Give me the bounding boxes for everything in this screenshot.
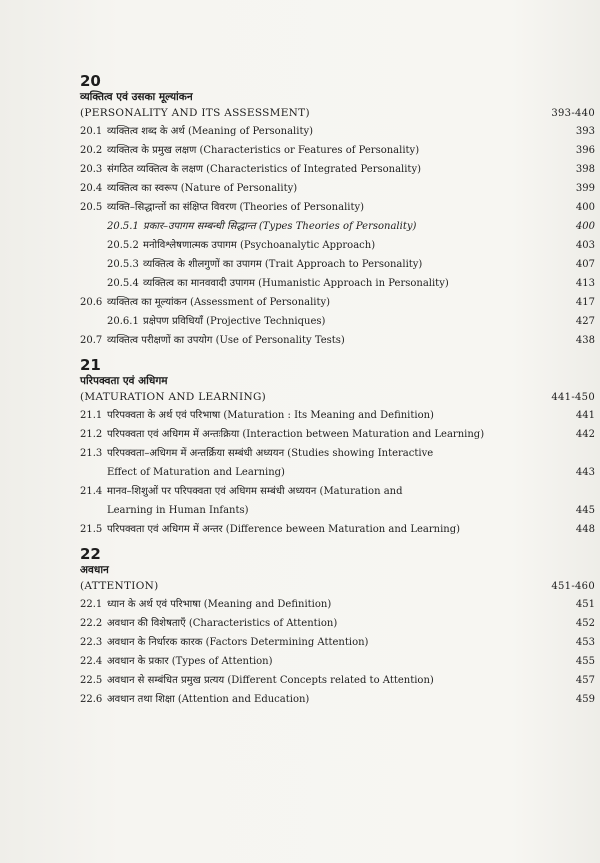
chapter-title-hindi: परिपक्वता एवं अधिगम bbox=[80, 375, 168, 387]
entry-title: प्रकार–उपागम सम्बन्धी सिद्धान्त (Types Theories of Personality) bbox=[143, 221, 417, 232]
chapter-title-english: (PERSONALITY AND ITS ASSESSMENT) bbox=[80, 107, 310, 119]
table-of-contents bbox=[80, 72, 595, 715]
toc-subentry[interactable] bbox=[80, 236, 595, 255]
toc-subentry[interactable] bbox=[80, 217, 595, 236]
entry-page: 441 bbox=[575, 410, 595, 421]
entry-number: 22.2 bbox=[80, 618, 103, 629]
entry-number: 20.5 bbox=[80, 202, 103, 213]
chapter-page-range: 393-440 bbox=[551, 108, 595, 119]
chapter-page-range: 451-460 bbox=[551, 581, 595, 592]
entry-title: व्यक्तित्व परीक्षणों का उपयोग (Use of Personality Tests) bbox=[107, 335, 345, 346]
toc-entry[interactable] bbox=[80, 293, 595, 312]
entry-page: 400 bbox=[575, 202, 595, 213]
entry-page: 413 bbox=[575, 278, 595, 289]
entry-title: संगठित व्यक्तित्व के लक्षण (Characteristics of Integrated Personality) bbox=[107, 164, 422, 175]
entry-title: मनोविश्लेषणात्मक उपागम (Psychoanalytic Approach) bbox=[143, 240, 376, 251]
entry-number: 21.3 bbox=[80, 448, 103, 459]
entry-title-line-2: Learning in Human Infants) bbox=[107, 505, 249, 516]
toc-entry[interactable] bbox=[80, 198, 595, 217]
toc-entry[interactable] bbox=[80, 122, 595, 141]
chapter-21 bbox=[80, 356, 595, 539]
entry-page: 393 bbox=[575, 126, 595, 137]
chapter-title-english: (MATURATION AND LEARNING) bbox=[80, 391, 267, 403]
toc-subentry[interactable] bbox=[80, 274, 595, 293]
entry-title bbox=[107, 482, 567, 520]
chapter-title-hindi: अवधान bbox=[80, 564, 109, 576]
chapter-title-row bbox=[80, 105, 595, 122]
toc-entry[interactable] bbox=[80, 614, 595, 633]
entry-page: 398 bbox=[575, 164, 595, 175]
entry-title: परिपक्वता के अर्थ एवं परिभाषा (Maturation : Its Meaning and Definition) bbox=[107, 410, 434, 421]
entry-page: 453 bbox=[575, 637, 595, 648]
toc-entry[interactable] bbox=[80, 331, 595, 350]
entry-title bbox=[107, 444, 567, 482]
entry-title: व्यक्तित्व का मूल्यांकन (Assessment of Personality) bbox=[107, 297, 331, 308]
entry-page: 417 bbox=[575, 297, 595, 308]
entry-title: प्रक्षेपण प्रविधियाँ (Projective Techniques) bbox=[143, 316, 326, 327]
entry-number: 20.1 bbox=[80, 126, 103, 137]
chapter-number: 20 bbox=[80, 72, 101, 90]
toc-subentry[interactable] bbox=[80, 312, 595, 331]
entry-page: 457 bbox=[575, 675, 595, 686]
entry-title: अवधान के निर्धारक कारक (Factors Determining Attention) bbox=[107, 637, 369, 648]
entry-number: 20.6 bbox=[80, 297, 103, 308]
toc-entry[interactable] bbox=[80, 520, 595, 539]
chapter-title-row bbox=[80, 389, 595, 406]
entry-number: 20.6.1 bbox=[107, 316, 139, 327]
chapter-20 bbox=[80, 72, 595, 350]
entry-page: 407 bbox=[575, 259, 595, 270]
entry-page: 459 bbox=[575, 694, 595, 705]
chapter-title-english: (ATTENTION) bbox=[80, 580, 159, 592]
toc-entry[interactable] bbox=[80, 179, 595, 198]
entry-title: व्यक्ति–सिद्धान्तों का संक्षिप्त विवरण (Theories of Personality) bbox=[107, 202, 365, 213]
entry-title: व्यक्तित्व के शीलगुणों का उपागम (Trait Approach to Personality) bbox=[143, 259, 423, 270]
entry-page: 438 bbox=[575, 335, 595, 346]
toc-entry[interactable] bbox=[80, 406, 595, 425]
entry-number: 22.5 bbox=[80, 675, 103, 686]
entry-title: अवधान तथा शिक्षा (Attention and Education) bbox=[107, 694, 310, 705]
entry-number: 20.3 bbox=[80, 164, 103, 175]
entry-title-line-2: Effect of Maturation and Learning) bbox=[107, 467, 285, 478]
entry-page: 455 bbox=[575, 656, 595, 667]
entry-number: 20.7 bbox=[80, 335, 103, 346]
toc-entry[interactable] bbox=[80, 160, 595, 179]
entry-title: व्यक्तित्व का स्वरूप (Nature of Personality) bbox=[107, 183, 298, 194]
toc-subentry[interactable] bbox=[80, 255, 595, 274]
chapter-title-row bbox=[80, 578, 595, 595]
entry-title: व्यक्तित्व के प्रमुख लक्षण (Characteristics or Features of Personality) bbox=[107, 145, 420, 156]
chapter-title-hindi: व्यक्तित्व एवं उसका मूल्यांकन bbox=[80, 91, 193, 103]
entry-title: व्यक्तित्व शब्द के अर्थ (Meaning of Personality) bbox=[107, 126, 314, 137]
toc-entry[interactable] bbox=[80, 141, 595, 160]
entry-page: 452 bbox=[575, 618, 595, 629]
entry-number: 20.5.1 bbox=[107, 221, 139, 232]
entry-title: अवधान के प्रकार (Types of Attention) bbox=[107, 656, 273, 667]
entry-title: अवधान की विशेषताएँ (Characteristics of Attention) bbox=[107, 618, 338, 629]
entry-page: 400 bbox=[575, 221, 595, 232]
chapter-22 bbox=[80, 545, 595, 709]
chapter-number: 22 bbox=[80, 545, 101, 563]
entry-title-line-1: मानव–शिशुओं पर परिपक्वता एवं अधिगम सम्बंधी अध्ययन (Maturation and bbox=[107, 486, 403, 497]
entry-number: 22.3 bbox=[80, 637, 103, 648]
entry-number: 20.4 bbox=[80, 183, 103, 194]
entry-number: 20.2 bbox=[80, 145, 103, 156]
entry-number: 20.5.2 bbox=[107, 240, 139, 251]
entry-page: 403 bbox=[575, 240, 595, 251]
toc-entry[interactable] bbox=[80, 690, 595, 709]
toc-entry[interactable] bbox=[80, 425, 595, 444]
entry-page: 451 bbox=[575, 599, 595, 610]
entry-title: ध्यान के अर्थ एवं परिभाषा (Meaning and Definition) bbox=[107, 599, 332, 610]
entry-page: 396 bbox=[575, 145, 595, 156]
chapter-page-range: 441-450 bbox=[551, 392, 595, 403]
entry-number: 21.4 bbox=[80, 486, 103, 497]
entry-number: 21.2 bbox=[80, 429, 103, 440]
toc-entry[interactable] bbox=[80, 595, 595, 614]
entry-title: व्यक्तित्व का मानववादी उपागम (Humanistic Approach in Personality) bbox=[143, 278, 449, 289]
entry-page: 445 bbox=[575, 505, 595, 516]
toc-entry[interactable] bbox=[80, 633, 595, 652]
entry-number: 22.6 bbox=[80, 694, 103, 705]
toc-entry[interactable] bbox=[80, 671, 595, 690]
entry-page: 427 bbox=[575, 316, 595, 327]
entry-title: अवधान से सम्बंधित प्रमुख प्रत्यय (Different Concepts related to Attention) bbox=[107, 675, 434, 686]
toc-entry[interactable] bbox=[80, 652, 595, 671]
toc-entry[interactable] bbox=[80, 482, 595, 520]
entry-title-line-1: परिपक्वता–अधिगम में अन्तर्क्रिया सम्बंधी अध्ययन (Studies showing Interactive bbox=[107, 448, 434, 459]
entry-number: 22.1 bbox=[80, 599, 103, 610]
entry-number: 20.5.3 bbox=[107, 259, 139, 270]
entry-page: 448 bbox=[575, 524, 595, 535]
entry-page: 443 bbox=[575, 467, 595, 478]
entry-number: 21.1 bbox=[80, 410, 103, 421]
entry-number: 22.4 bbox=[80, 656, 103, 667]
entry-page: 442 bbox=[575, 429, 595, 440]
chapter-number: 21 bbox=[80, 356, 101, 374]
entry-number: 20.5.4 bbox=[107, 278, 139, 289]
entry-title: परिपक्वता एवं अधिगम में अन्तःक्रिया (Interaction between Maturation and Learning) bbox=[107, 429, 485, 440]
toc-entry[interactable] bbox=[80, 444, 595, 482]
entry-page: 399 bbox=[575, 183, 595, 194]
entry-title: परिपक्वता एवं अधिगम में अन्तर (Difference beween Maturation and Learning) bbox=[107, 524, 461, 535]
entry-number: 21.5 bbox=[80, 524, 103, 535]
